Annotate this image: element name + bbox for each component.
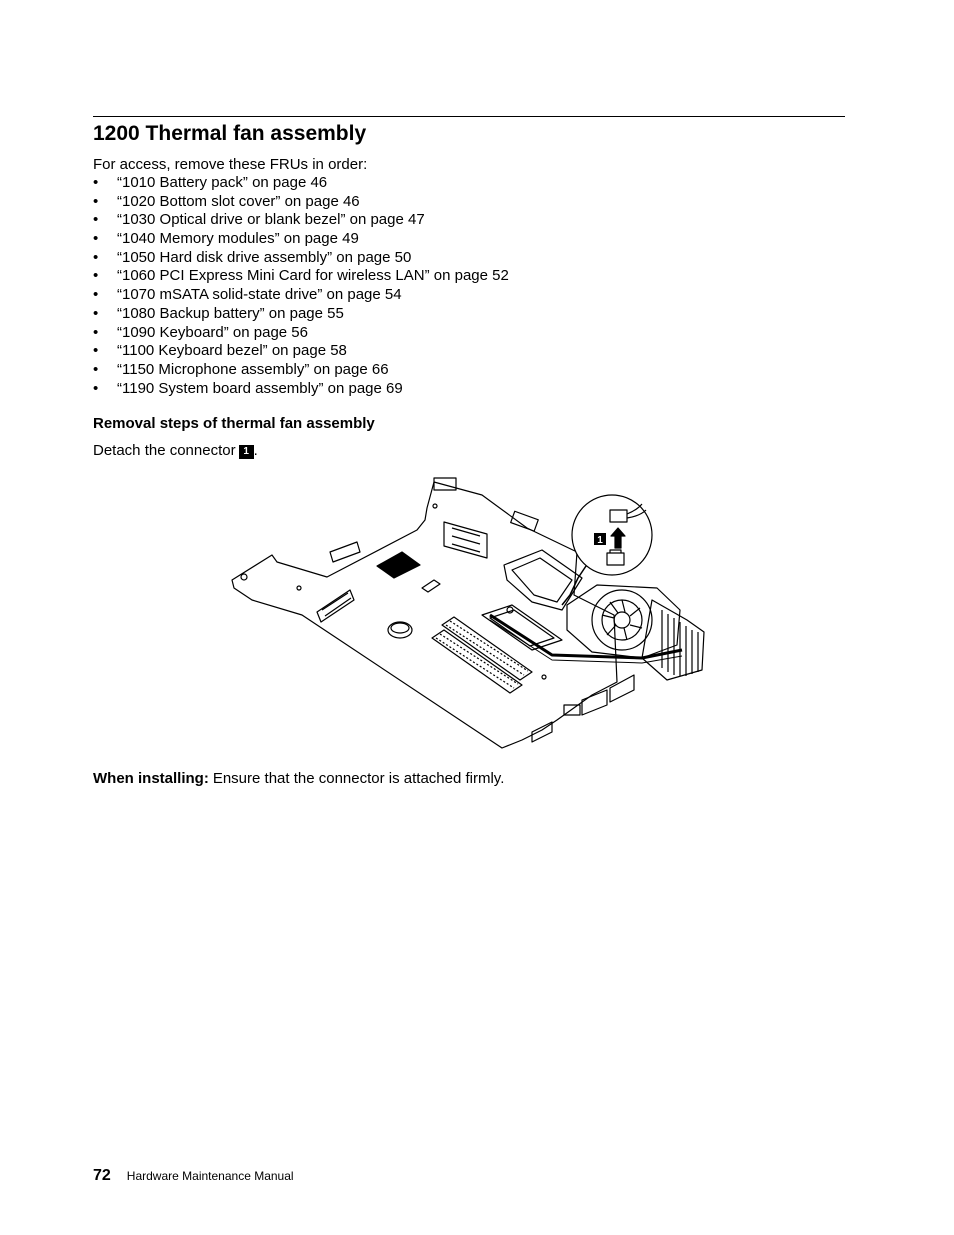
removal-step <box>93 441 258 461</box>
screw-hole <box>297 586 301 590</box>
list-item <box>93 211 509 230</box>
side-connector <box>511 511 539 531</box>
fru-link[interactable]: “1060 PCI Express Mini Card for wireless LAN” on page 52 <box>117 267 509 285</box>
install-label: When installing: <box>93 770 209 787</box>
fru-link[interactable]: “1020 Bottom slot cover” on page 46 <box>117 192 360 210</box>
access-intro: For access, remove these FRUs in order: <box>93 156 368 173</box>
bullet: • <box>93 304 99 322</box>
thermal-fan-illustration <box>222 470 712 755</box>
fru-link[interactable]: “1050 Hard disk drive assembly” on page 50 <box>117 248 412 266</box>
prerequisite-list <box>93 174 509 398</box>
callout-badge: 1 <box>239 445 254 459</box>
top-connector <box>434 478 456 490</box>
install-text: Ensure that the connector is attached firmly. <box>212 770 505 787</box>
heatsink-plate <box>504 550 582 610</box>
fru-link[interactable]: “1190 System board assembly” on page 69 <box>117 379 403 397</box>
bullet: • <box>93 192 99 210</box>
screw-hole <box>433 504 437 508</box>
list-item <box>93 342 509 361</box>
screw-hole <box>507 607 513 613</box>
small-chip <box>422 580 440 592</box>
upper-slot <box>330 542 360 562</box>
list-item <box>93 324 509 343</box>
screw-hole <box>542 675 546 679</box>
page-footer <box>93 1166 294 1186</box>
section-divider <box>93 116 845 117</box>
memory-slot <box>432 630 522 693</box>
fru-link[interactable]: “1090 Keyboard” on page 56 <box>117 323 308 341</box>
chipset <box>377 552 420 578</box>
list-item <box>93 249 509 268</box>
fan-housing <box>567 585 680 658</box>
bottom-port <box>610 675 634 702</box>
bullet: • <box>93 267 99 285</box>
list-item <box>93 267 509 286</box>
list-item <box>93 361 509 380</box>
list-item <box>93 286 509 305</box>
step-end: . <box>253 442 258 459</box>
bullet: • <box>93 211 99 229</box>
bullet: • <box>93 230 99 248</box>
fru-link[interactable]: “1010 Battery pack” on page 46 <box>117 174 328 191</box>
bullet: • <box>93 174 99 191</box>
bullet: • <box>93 342 99 360</box>
list-item <box>93 305 509 324</box>
fru-link[interactable]: “1150 Microphone assembly” on page 66 <box>117 360 389 378</box>
manual-title: Hardware Maintenance Manual <box>126 1169 294 1183</box>
fru-link[interactable]: “1070 mSATA solid-state drive” on page 54 <box>117 286 402 304</box>
list-item <box>93 230 509 249</box>
fru-link[interactable]: “1030 Optical drive or blank bezel” on page 47 <box>117 211 425 229</box>
bullet: • <box>93 323 99 341</box>
step-text: Detach the connector <box>93 442 236 459</box>
list-item <box>93 174 509 193</box>
fru-link[interactable]: “1080 Backup battery” on page 55 <box>117 304 344 322</box>
heat-pipe-block <box>482 605 562 650</box>
page-number: 72 <box>93 1167 111 1184</box>
figure-callout-label: 1 <box>597 535 603 546</box>
heat-pipe <box>490 615 682 658</box>
install-note <box>93 769 504 789</box>
screw-hole <box>241 574 247 580</box>
bullet: • <box>93 360 99 378</box>
removal-heading: Removal steps of thermal fan assembly <box>93 415 375 432</box>
fru-link[interactable]: “1040 Memory modules” on page 49 <box>117 230 359 248</box>
bullet: • <box>93 379 99 397</box>
fru-link[interactable]: “1100 Keyboard bezel” on page 58 <box>117 342 347 360</box>
list-item <box>93 380 509 399</box>
bullet: • <box>93 286 99 304</box>
list-item <box>93 193 509 212</box>
system-board-outline <box>232 482 617 748</box>
left-slot <box>317 590 354 622</box>
bullet: • <box>93 248 99 266</box>
page-title: 1200 Thermal fan assembly <box>93 122 367 145</box>
fan-rotor <box>592 590 652 650</box>
